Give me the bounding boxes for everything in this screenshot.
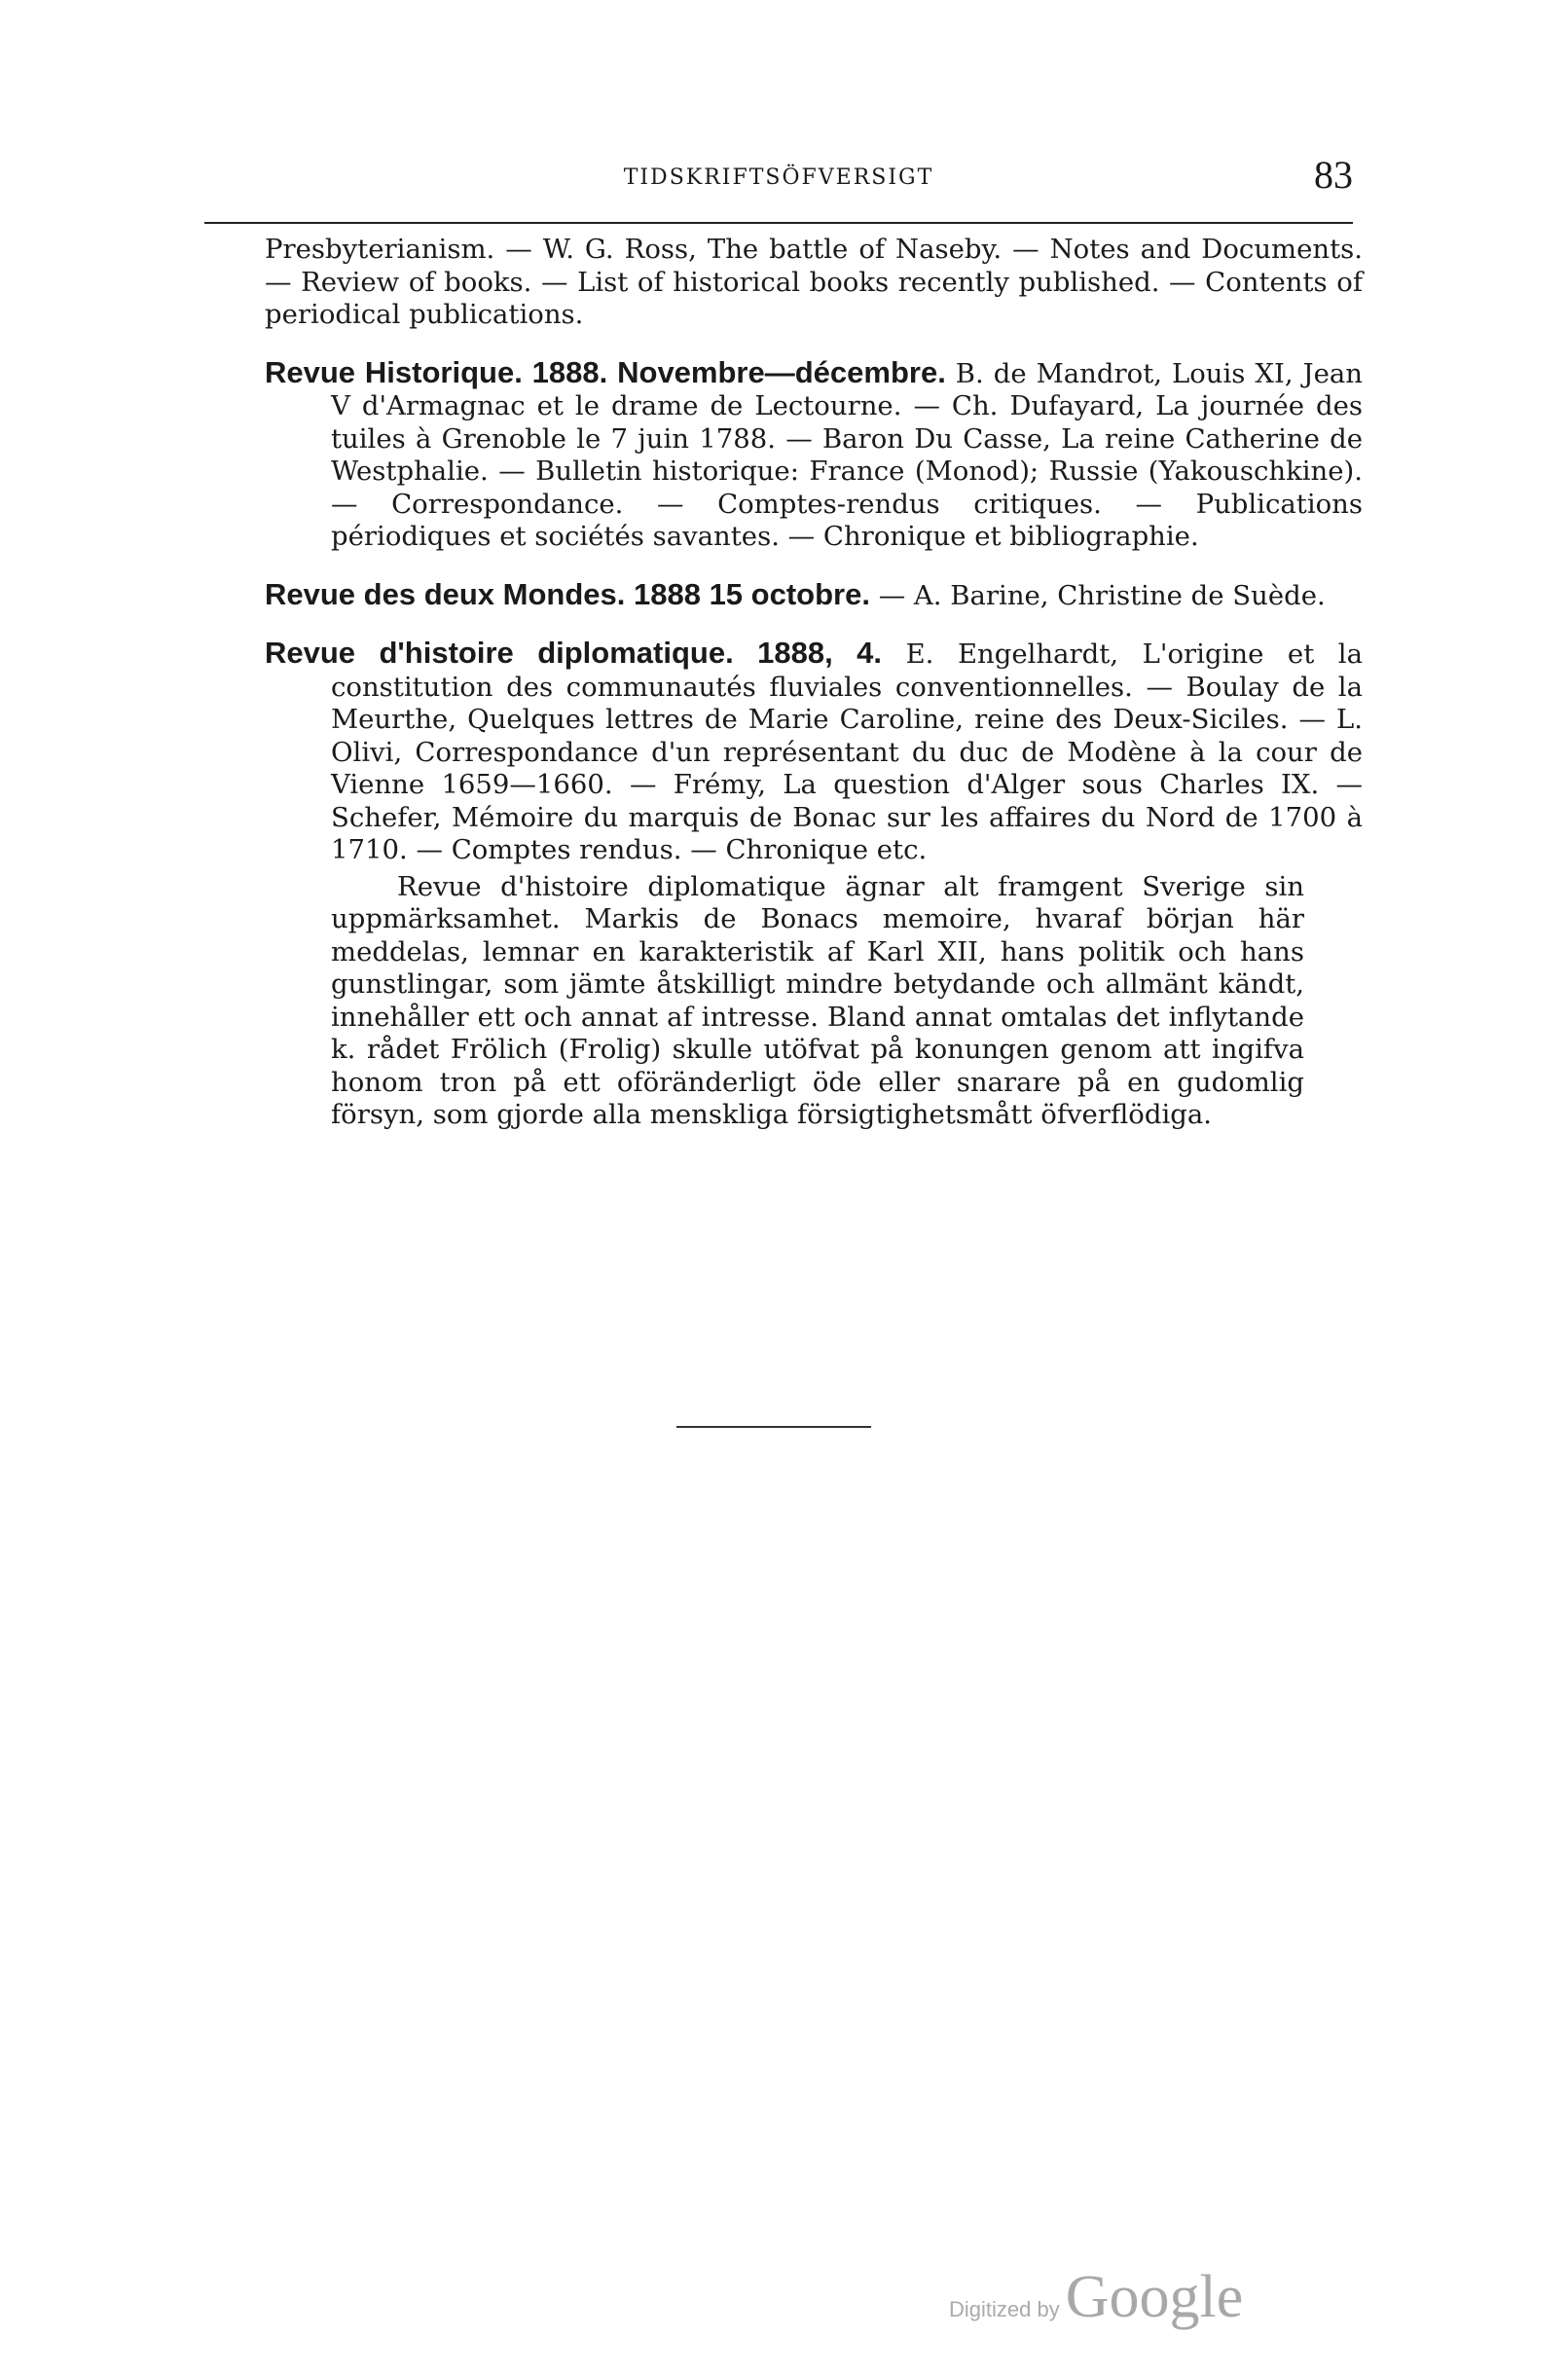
entry-revue-deux-mondes [265, 578, 1363, 613]
section-end-rule [676, 1426, 871, 1428]
entry-revue-historique [265, 356, 1363, 554]
entry-text: B. de Mandrot, Louis XI, Jean V d'Armagnac et le drame de Lectourne. — Ch. Dufayard, La journée des tuiles à Grenoble le 7 juin 1788. — Baron Du Casse, La reine Catherine de Westphalie. — Bulletin historique: France (Monod); Russie (Yakouschkine). — Correspondance. — Comptes-rendus critiques. — Publications périodiques et sociétés savantes. — Chronique et bibliographie. [331, 357, 1363, 552]
commentary-paragraph: Revue d'histoire diplomatique ägnar alt framgent Sverige sin uppmärksamhet. Markis de Bonacs memoire, hvaraf början här meddelas, lemnar en karakteristik af Karl XII, hans politik och hans gunstlingar, som jämte åtskilligt mindre betydande och allmänt kändt, innehåller ett och annat af intresse. Bland annat omtalas det inflytande k. rådet Frölich (Frolig) skulle utöfvat på konungen genom att ingifva honom tron på ett oföränderligt öde eller snarare på en gudomlig försyn, som gjorde alla menskliga försigtighetsmått öfverflödiga. [331, 870, 1304, 1130]
watermark-caption: Digitized by [949, 2297, 1060, 2321]
journal-title: Revue d'histoire diplomatique. 1888, 4. [265, 636, 883, 670]
digitization-watermark [949, 2263, 1243, 2332]
entry-text: Presbyterianism. — W. G. Ross, The battle of Naseby. — Notes and Documents. — Review of books. — List of historical books recently published. — Contents of periodical publications. [265, 234, 1363, 330]
body-text [265, 234, 1363, 1132]
entry-text: E. Engelhardt, L'origine et la constitution des communautés fluviales conventionnelles. — Boulay de la Meurthe, Quelques lettres de Marie Caroline, reine des Deux-Siciles. — L. Olivi, Correspondance d'un représentant du duc de Modène à la cour de Vienne 1659—1660. — Frémy, La question d'Alger sous Charles IX. — Schefer, Mémoire du marquis de Bonac sur les affaires du Nord de 1700 à 1710. — Comptes rendus. — Chronique etc. [331, 639, 1363, 865]
page-number: 83 [1314, 153, 1353, 197]
entry-text: — A. Barine, Christine de Suède. [869, 579, 1326, 611]
page-header [204, 115, 1353, 224]
journal-title: Revue Historique. 1888. Novembre—décembre. [265, 354, 946, 389]
entry-continuation [265, 234, 1363, 332]
google-logo: Google [1065, 2264, 1244, 2330]
journal-title: Revue des deux Mondes. 1888 15 octobre. [265, 576, 870, 611]
entry-revue-histoire-diplomatique [265, 637, 1363, 867]
running-title: TIDSKRIFTSÖFVERSIGT [623, 165, 934, 190]
